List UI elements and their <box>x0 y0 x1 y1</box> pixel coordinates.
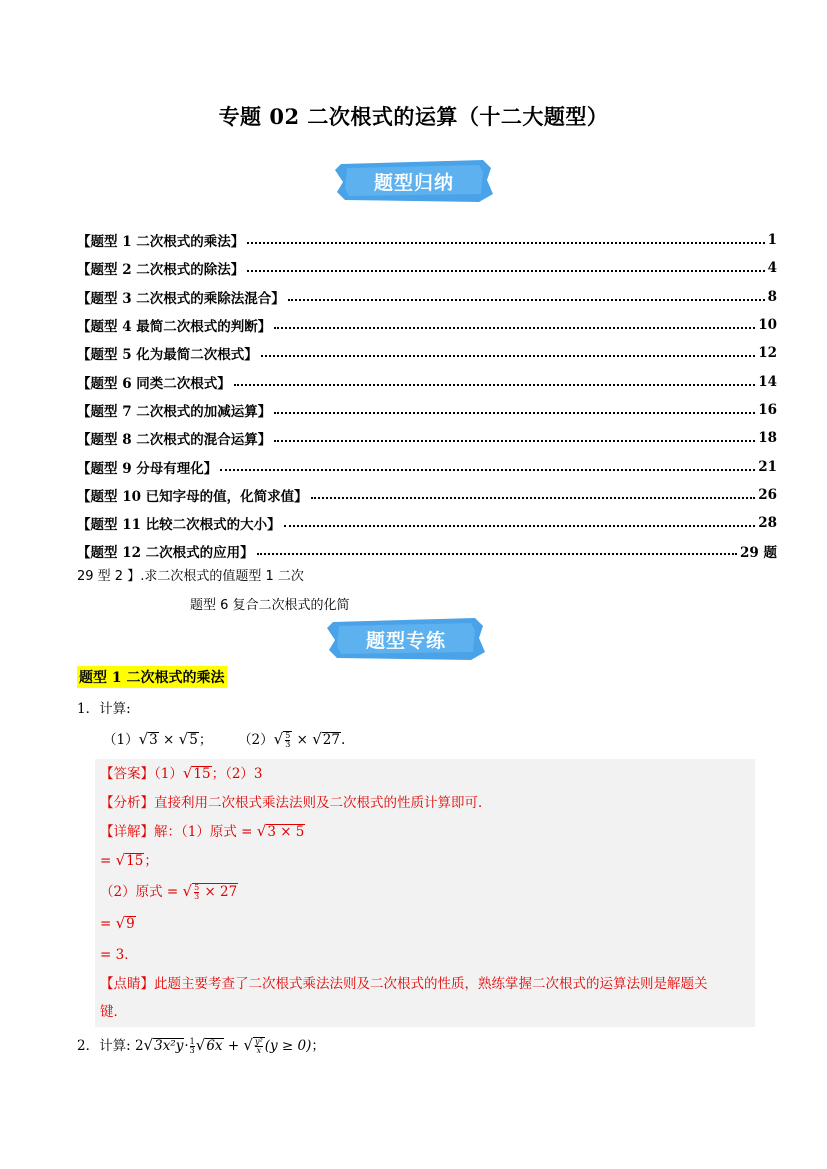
toc-label: 【题型 8 二次根式的混合运算】 <box>77 432 272 449</box>
toc-page: 29 题 <box>740 545 777 562</box>
part-label: （1） <box>103 732 139 748</box>
page-title: 专题 02 二次根式的运算（十二大题型） <box>218 104 609 129</box>
toc-leader <box>247 242 764 244</box>
denominator: 3 <box>285 740 291 749</box>
toc-label: 【题型 10 已知字母的值，化简求值】 <box>77 488 308 505</box>
radicand: 5 <box>189 732 198 748</box>
question-1-prompt <box>77 697 131 717</box>
answer-line <box>100 762 263 782</box>
toc-page: 1 <box>767 232 777 249</box>
comment-line: 键． <box>100 1004 127 1020</box>
section-heading: 题型 1 二次根式的乘法 <box>77 666 227 688</box>
toc-row[interactable] <box>77 339 777 367</box>
toc-leader <box>274 440 755 442</box>
toc-label: 【题型 9 分母有理化】 <box>77 460 218 477</box>
toc-label: 【题型 11 比较二次根式的大小】 <box>77 517 281 534</box>
toc-leader <box>284 525 756 527</box>
answer-tag: 【答案】 <box>100 766 154 782</box>
radicand-fraction <box>192 883 238 901</box>
detail-line <box>100 914 136 932</box>
stray-text-line: 题型 6 复合二次根式的化简 <box>190 598 350 613</box>
radical-icon: √ <box>143 1036 154 1054</box>
detail-lead: 解： <box>154 824 181 840</box>
table-of-contents <box>77 226 777 566</box>
answer-text: ；（2）3 <box>211 766 263 782</box>
toc-leader <box>247 270 764 272</box>
toc-page: 26 <box>758 486 777 503</box>
comment-tag: 【点睛】 <box>100 976 154 992</box>
radicand: 3x²y <box>154 1038 184 1054</box>
radical-icon: √ <box>115 914 126 932</box>
toc-row[interactable] <box>77 367 777 395</box>
detail-line <box>100 820 305 840</box>
toc-leader <box>261 355 755 357</box>
coefficient: 2 <box>134 1038 144 1054</box>
summary-banner <box>333 158 495 204</box>
toc-page: 28 <box>758 515 777 532</box>
toc-label: 【题型 12 二次根式的应用】 <box>77 545 254 562</box>
radicand: 3 × 5 <box>267 824 305 840</box>
toc-row[interactable] <box>77 226 777 254</box>
detail-line <box>100 849 158 869</box>
analysis-line <box>100 791 492 811</box>
separator: ； <box>198 732 213 748</box>
toc-row[interactable] <box>77 481 777 509</box>
toc-label: 【题型 5 化为最简二次根式】 <box>77 347 258 364</box>
denominator: 3 <box>189 1046 195 1055</box>
radical-icon: √ <box>256 822 267 840</box>
question-prompt: 计算: <box>99 701 131 717</box>
toc-page: 21 <box>758 458 777 475</box>
toc-row[interactable] <box>77 311 777 339</box>
toc-page: 4 <box>767 260 777 277</box>
condition: (y ≥ 0) <box>264 1038 312 1054</box>
comment-text: 此题主要考查了二次根式乘法法则及二次根式的性质，熟练掌握二次根式的运算法则是解题关 <box>154 976 708 992</box>
times-sign: × <box>163 732 175 748</box>
radical-icon: √ <box>243 1036 253 1054</box>
question-number: 1． <box>77 701 100 717</box>
toc-leader <box>311 497 756 499</box>
toc-label: 【题型 4 最简二次根式的判断】 <box>77 319 272 336</box>
radicand-fraction <box>253 1037 265 1055</box>
separator: ； <box>144 853 158 869</box>
toc-leader <box>274 327 755 329</box>
period: . <box>340 732 346 748</box>
toc-leader <box>220 469 755 471</box>
analysis-tag: 【分析】 <box>100 795 154 811</box>
detail-text: （1）原式 = <box>181 824 253 840</box>
dot-operator: · <box>184 1038 189 1054</box>
radicand: 15 <box>126 853 144 869</box>
toc-page: 12 <box>758 345 777 362</box>
radicand: 3 <box>149 732 158 748</box>
numerator: 5 <box>194 883 200 892</box>
radical-icon: √ <box>115 851 126 869</box>
question-2 <box>77 1034 325 1055</box>
radical-icon: √ <box>312 730 322 748</box>
toc-row[interactable] <box>77 254 777 282</box>
toc-page: 16 <box>758 401 777 418</box>
separator: ； <box>311 1038 325 1054</box>
radical-icon: √ <box>138 730 149 748</box>
denominator: x <box>256 1046 262 1055</box>
equals-sign: = <box>100 853 112 869</box>
numerator: y² <box>254 1037 263 1046</box>
toc-label: 【题型 7 二次根式的加减运算】 <box>77 403 272 420</box>
toc-label: 【题型 1 二次根式的乘法】 <box>77 234 245 251</box>
radical-icon: √ <box>178 730 189 748</box>
practice-banner-label: 题型专练 <box>365 629 446 652</box>
radical-icon: √ <box>182 882 193 900</box>
toc-leader <box>288 299 765 301</box>
toc-row[interactable] <box>77 424 777 452</box>
comment-line <box>100 972 708 992</box>
equals-sign: = <box>100 916 112 932</box>
detail-tag: 【详解】 <box>100 824 154 840</box>
toc-page: 8 <box>767 288 777 305</box>
numerator: 5 <box>285 731 291 740</box>
toc-row[interactable] <box>77 396 777 424</box>
practice-banner <box>325 616 487 662</box>
question-1-expression <box>103 728 345 749</box>
stray-text-line: 29 型 2 】.求二次根式的值题型 1 二次 <box>77 569 304 584</box>
toc-page: 10 <box>758 317 777 334</box>
toc-label: 【题型 3 二次根式的乘除法混合】 <box>77 290 285 307</box>
detail-text: （2）原式 = <box>100 884 179 900</box>
fraction <box>190 1038 195 1055</box>
radicand-tail: × 27 <box>204 884 238 900</box>
radicand: 9 <box>126 916 135 932</box>
analysis-text: 直接利用二次根式乘法法则及二次根式的性质计算即可． <box>154 795 492 811</box>
radical-icon: √ <box>195 1036 206 1054</box>
radicand: 6x <box>206 1038 223 1054</box>
fraction <box>194 884 199 901</box>
toc-label: 【题型 6 同类二次根式】 <box>77 375 231 392</box>
denominator: 3 <box>194 892 200 901</box>
toc-row[interactable] <box>77 452 777 480</box>
question-prompt: 计算: <box>99 1038 131 1054</box>
toc-row[interactable] <box>77 509 777 537</box>
summary-banner-label: 题型归纳 <box>373 171 454 194</box>
toc-row[interactable] <box>77 283 777 311</box>
toc-leader <box>234 384 755 386</box>
radicand-fraction <box>283 731 292 749</box>
toc-leader <box>274 412 755 414</box>
answer-text: （1） <box>154 766 183 782</box>
toc-leader <box>257 553 737 555</box>
numerator: 1 <box>189 1037 195 1046</box>
times-sign: × <box>296 732 308 748</box>
fraction <box>285 732 290 749</box>
toc-page: 14 <box>758 373 777 390</box>
toc-row[interactable] <box>77 537 777 565</box>
part-label: （2） <box>238 732 274 748</box>
detail-line <box>100 880 238 901</box>
fraction <box>255 1038 263 1055</box>
radical-icon: √ <box>182 764 193 782</box>
plus-sign: + <box>227 1038 240 1054</box>
detail-line: = 3． <box>100 947 138 963</box>
radicand: 27 <box>322 732 340 748</box>
radical-icon: √ <box>273 730 284 748</box>
radicand: 15 <box>193 766 211 782</box>
question-number: 2． <box>77 1038 100 1054</box>
toc-label: 【题型 2 二次根式的除法】 <box>77 262 245 279</box>
toc-page: 18 <box>758 430 777 447</box>
